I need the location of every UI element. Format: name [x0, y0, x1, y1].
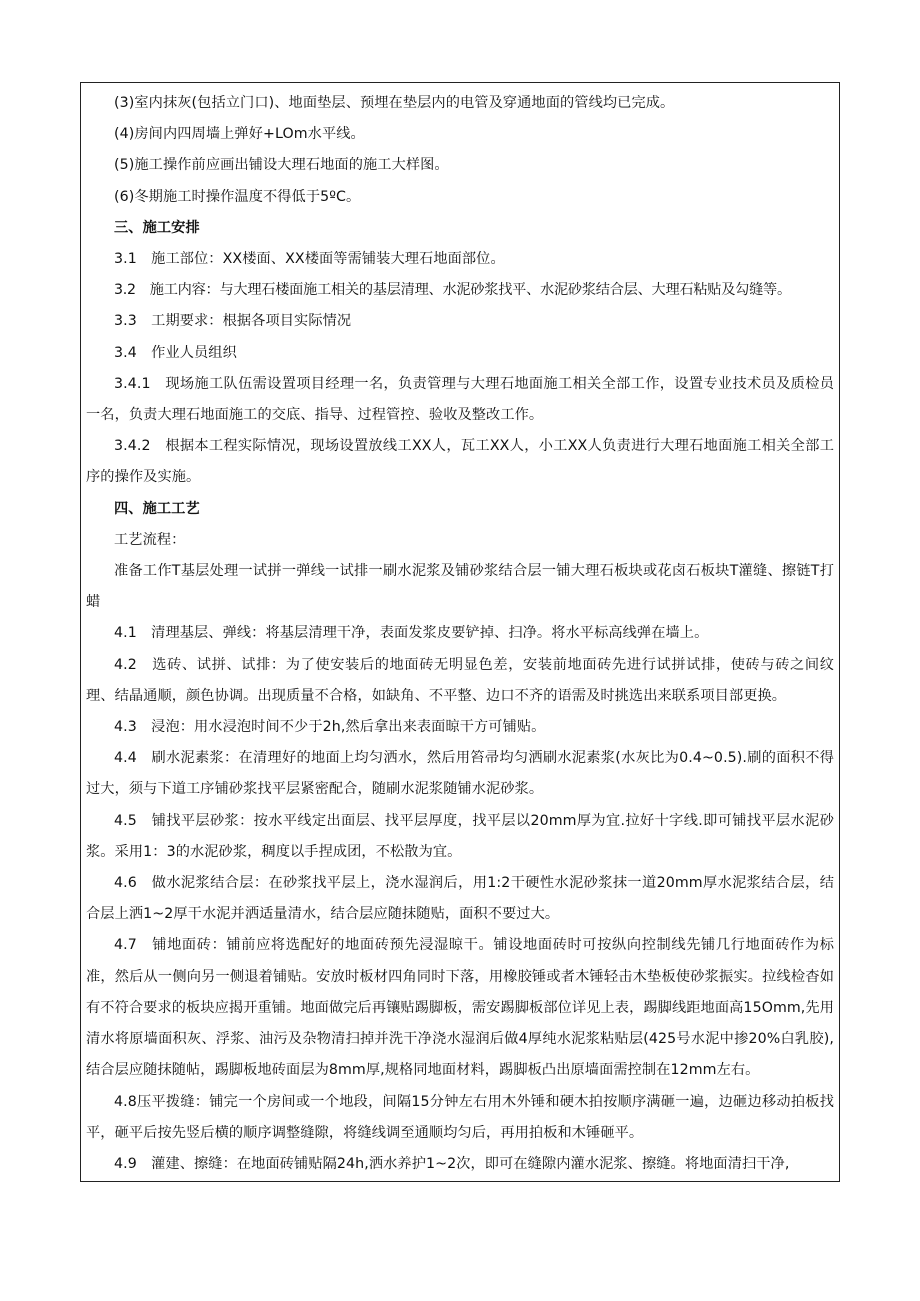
paragraph-3-2: 3.2 施工内容：与大理石楼面施工相关的基层清理、水泥砂浆找平、水泥砂浆结合层、大理石粘贴及勾缝等。 [114, 282, 791, 299]
paragraph-process-label: 工艺流程： [114, 531, 186, 548]
paragraph-4-1: 4.1 清理基层、弹线：将基层清理干净，表面发浆皮要铲掉、扫净。将水平标高线弹在墙上。 [114, 625, 709, 642]
paragraph-precondition-4: (4)房间内四周墙上弹好+LOm水平线。 [114, 126, 365, 143]
paragraph-precondition-5: (5)施工操作前应画出铺设大理石地面的施工大样图。 [114, 157, 449, 174]
paragraph-4-7: 4.7 铺地面砖：铺前应将选配好的地面砖预先浸湿晾干。铺设地面砖时可按纵向控制线先铺几行地面砖作为标准，然后从一侧向另一侧退着铺贴。安放时板材四角同时下落，用橡胶锤或者木锤轻击木垫板使砂浆振实。拉线检杳如有不符合要求的板块应揭开重铺。地面做完后再镶贴踢脚板，需安踢脚板部位详见上表，踢脚线距地面高15Omm,先用清水将原墙面积灰、浮浆、油污及杂物清扫掉并洗干净浇水湿润后做4厚纯水泥浆粘贴层(425号水泥中掺20%白乳胶),结合层应随抹随帖，踢脚板地砖面层为8mm厚,规格同地面材料，踢脚板凸出原墙面需控制在12mm左右。 [86, 937, 834, 1079]
paragraph-4-2: 4.2 选砖、试拼、试排：为了使安装后的地面砖无明显色差，安装前地面砖先进行试拼试排，使砖与砖之间纹理、结晶通顺，颜色协调。出现质量不合格，如缺角、不平整、边口不齐的语需及时挑选出来联系项目部更换。 [86, 656, 834, 704]
paragraph-precondition-6: (6)冬期施工时操作温度不得低于5ºC。 [114, 188, 361, 205]
section-heading-arrangement: 三、施工安排 [114, 219, 200, 236]
paragraph-3-4-2: 3.4.2 根据本工程实际情况，现场设置放线工XX人，瓦工XX人，小工XX人负责进行大理石地面施工相关全部工序的操作及实施。 [86, 438, 834, 486]
section-heading-process: 四、施工工艺 [114, 500, 200, 517]
paragraph-3-1: 3.1 施工部位：XX楼面、XX楼面等需铺装大理石地面部位。 [114, 251, 505, 268]
paragraph-3-4-1: 3.4.1 现场施工队伍需设置项目经理一名，负责管理与大理石地面施工相关全部工作，设置专业技术员及质检员一名，负责大理石地面施工的交底、指导、过程管控、验收及整改工作。 [86, 375, 834, 424]
paragraph-3-4: 3.4 作业人员组织 [114, 344, 237, 361]
paragraph-4-4: 4.4 刷水泥素浆：在清理好的地面上均匀洒水，然后用笞帚均匀洒刷水泥素浆(水灰比为0.4~0.5).刷的面积不得过大，须与下道工序铺砂浆找平层紧密配合，随刷水泥浆随铺水泥砂浆。 [86, 750, 834, 798]
paragraph-process-flow: 准备工作T基层处理一试拼一弹线一试排一刷水泥浆及铺砂浆结合层一铺大理石板块或花卤石板块T灌缝、擦链T打蜡 [86, 563, 834, 611]
paragraph-4-6: 4.6 做水泥浆结合层：在砂浆找平层上，浇水湿润后，用1:2干硬性水泥砂浆抹一道20mm厚水泥浆结合层，结合层上洒1~2厚干水泥并洒适量清水，结合层应随抹随贴，面积不要过大。 [86, 875, 834, 923]
paragraph-4-9: 4.9 灌建、擦缝：在地面砖铺贴隔24h,洒水养护1~2次，即可在缝隙内灌水泥浆、擦缝。将地面清扫干净, [114, 1155, 790, 1172]
paragraph-4-5: 4.5 铺找平层砂浆：按水平线定出面层、找平层厚度，找平层以20mm厚为宜.拉好十字线.即可铺找平层水泥砂浆。采用1：3的水泥砂浆，稠度以手捏成团，不松散为宜。 [86, 812, 834, 860]
paragraph-4-8: 4.8压平拨缝：铺完一个房间或一个地段，间隔15分钟左右用木外锤和硬木拍按顺序满砸一遍，边砸边移动拍板找平，砸平后按先竖后横的顺序调整缝隙，将缝线调至通顺均匀后，再用拍板和木锤砸平。 [86, 1093, 834, 1141]
paragraph-precondition-3: (3)室内抹灰(包括立门口)、地面垫层、预埋在垫层内的电管及穿通地面的管线均已完成。 [114, 95, 675, 111]
paragraph-3-3: 3.3 工期要求：根据各项目实际情况 [114, 313, 352, 330]
paragraph-4-3: 4.3 浸泡：用水浸泡时间不少于2h,然后拿出来表面晾干方可铺贴。 [114, 719, 546, 736]
